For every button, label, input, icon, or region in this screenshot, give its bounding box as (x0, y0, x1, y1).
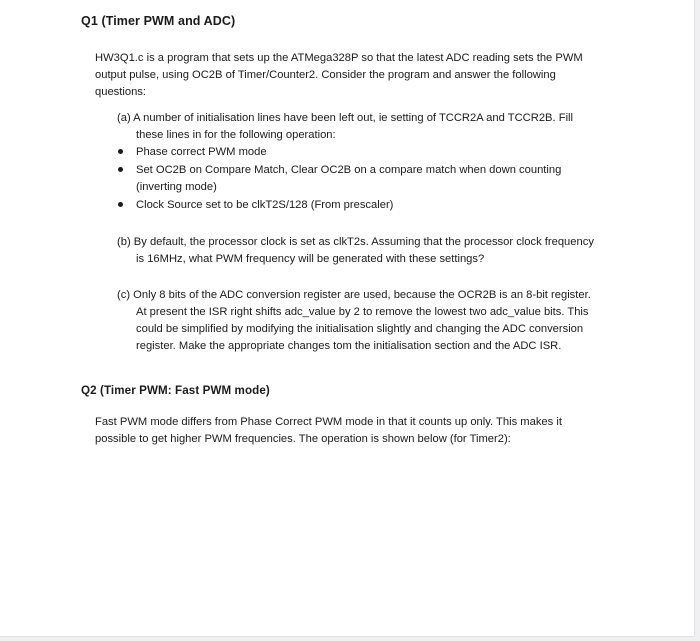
bullet-dot (118, 167, 123, 172)
q1-intro-line-2: output pulse, using OC2B of Timer/Counter2. Consider the program and answer the following (95, 69, 556, 81)
part-c-line-1: (c) Only 8 bits of the ADC conversion register are used, because the OCR2B is an 8-bit register. (117, 289, 591, 301)
bullet-dot (118, 149, 123, 154)
part-c-line-3: could be simplified by modifying the initialisation slightly and changing the ADC conversion (136, 323, 584, 335)
q1-intro-line-1: HW3Q1.c is a program that sets up the ATMega328P so that the latest ADC reading sets the PWM (95, 52, 583, 64)
bullet-dot (118, 202, 123, 207)
part-c-line-2: At present the ISR right shifts adc_value by 2 to remove the lowest two adc_value bits. This (136, 306, 589, 318)
q2-intro-line-2: possible to get higher PWM frequencies. The operation is shown below (for Timer2): (95, 433, 511, 445)
part-a-bullet-2-line-2: (inverting mode) (136, 181, 217, 193)
part-a-bullet-3: Clock Source set to be clkT2S/128 (From prescaler) (136, 199, 394, 211)
part-a-line-2: these lines in for the following operation: (136, 129, 336, 141)
part-c-line-4: register. Make the appropriate changes tom the initialisation section and the ADC ISR. (136, 340, 562, 352)
part-b-line-2: is 16MHz, what PWM frequency will be generated with these settings? (136, 253, 485, 265)
part-a-bullet-2-line-1: Set OC2B on Compare Match, Clear OC2B on a compare match when down counting (136, 164, 562, 176)
q1-intro-line-3: questions: (95, 86, 146, 98)
part-a-bullet-1: Phase correct PWM mode (136, 146, 267, 158)
part-b-line-1: (b) By default, the processor clock is set as clkT2s. Assuming that the processor clock frequency (117, 236, 594, 248)
q1-heading: Q1 (Timer PWM and ADC) (81, 14, 236, 28)
q2-heading: Q2 (Timer PWM: Fast PWM mode) (81, 384, 270, 397)
q2-intro-line-1: Fast PWM mode differs from Phase Correct PWM mode in that it counts up only. This makes it (95, 416, 562, 428)
part-a-line-1: (a) A number of initialisation lines have been left out, ie setting of TCCR2A and TCCR2B. Fill (117, 112, 574, 124)
